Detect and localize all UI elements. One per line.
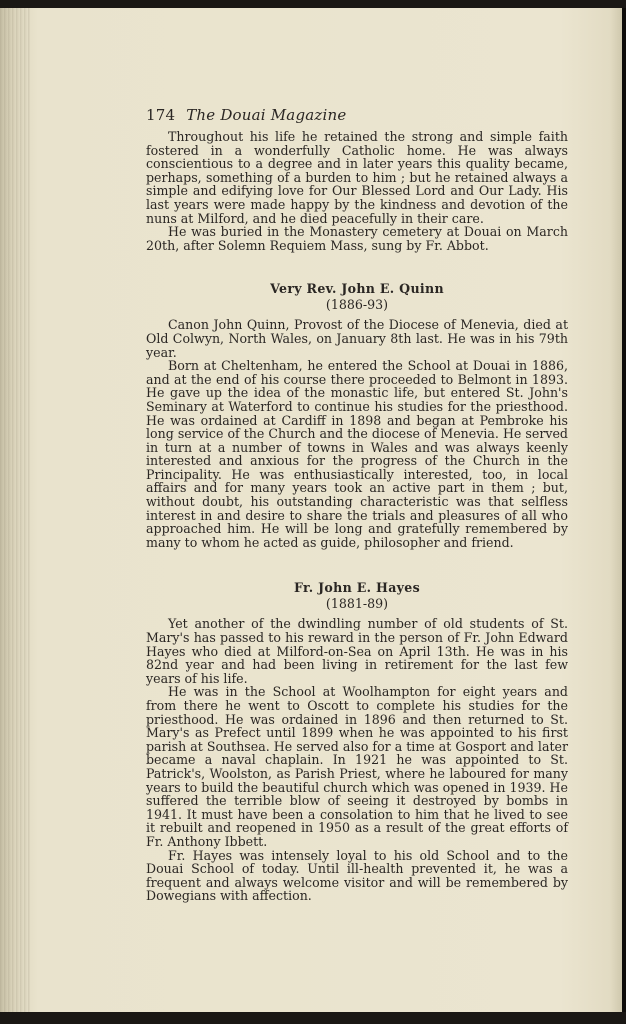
paragraph: Yet another of the dwindling number of old students of St. Mary's has passed to his reward in the person of Fr. John Edward Hayes who died at Milford-on-Sea on April 13th. He was in his 82nd year and had been living in retirement for the last few years of his life. [146,616,568,686]
page-edge [622,8,626,1012]
book-gutter [0,8,30,1012]
magazine-title: The Douai Magazine [186,106,347,124]
running-header [146,106,346,124]
paragraph: He was buried in the Monastery cemetery at Douai on March 20th, after Solemn Requiem Mass, sung by Fr. Abbot. [146,224,568,253]
paragraph: He was in the School at Woolhampton for eight years and from there he went to Oscott to complete his studies for the priesthood. He was ordained in 1896 and then returned to St. Mary's as Prefect until 1899 when he was appointed to his first parish at Southsea. He served also for a time at Gosport and later became a naval chaplain. In 1921 he was appointed to St. Patrick's, Woolston, as Parish Priest, where he laboured for many years to build the beautiful church which was opened in 1939. He suffered the terrible blow of seeing it destroyed by bombs in 1941. It must have been a consolation to him that he lived to see it rebuilt and reopened in 1950 as a result of the great efforts of Fr. Anthony Ibbett. [146,684,568,849]
obituary-years: (1886-93) [325,297,389,313]
paragraph: Canon John Quinn, Provost of the Diocese of Menevia, died at Old Colwyn, North Wales, on January 8th last. He was in his 79th year. [146,317,568,360]
obituary-quinn [146,282,568,549]
paragraph: Born at Cheltenham, he entered the School at Douai in 1886, and at the end of his course there proceeded to Belmont in 1893. He gave up the idea of the monastic life, but entered St. John's Seminary at Waterford to continue his studies for the priesthood. He was ordained at Cardiff in 1898 and began at Pembroke his long service of the Church and the diocese of Menevia. He served in turn at a number of towns in Wales and was always keenly interested and anxious for the progress of the Church in the Principality. He was enthusiastically interested, too, in local affairs and for many years took an active part in them ; but, without doubt, his outstanding characteristic was that selfless interest in and desire to share the trials and pleasures of all who approached him. He will be long and gratefully remembered by many to whom he acted as guide, philosopher and friend. [146,358,568,550]
article-body [146,130,568,903]
obituary-hayes [146,581,568,902]
obituary-years: (1881-89) [325,596,389,612]
obituary-heading: Very Rev. John E. Quinn [270,281,444,297]
page-number: 174 [146,106,176,124]
paragraph: Fr. Hayes was intensely loyal to his old School and to the Douai School of today. Until ill-health prevented it, he was a frequent and always welcome visitor and will be remembered by Dowegians with affection. [146,847,568,904]
intro-section [146,130,568,252]
obituary-heading: Fr. John E. Hayes [294,580,420,596]
paragraph: Throughout his life he retained the strong and simple faith fostered in a wonderfully Catholic home. He was always conscientious to a degree and in later years this quality became, perhaps, something of a burden to him ; but he retained always a simple and edifying love for Our Blessed Lord and Our Lady. His last years were made happy by the kindness and devotion of the nuns at Milford, and he died peacefully in their care. [146,129,568,226]
